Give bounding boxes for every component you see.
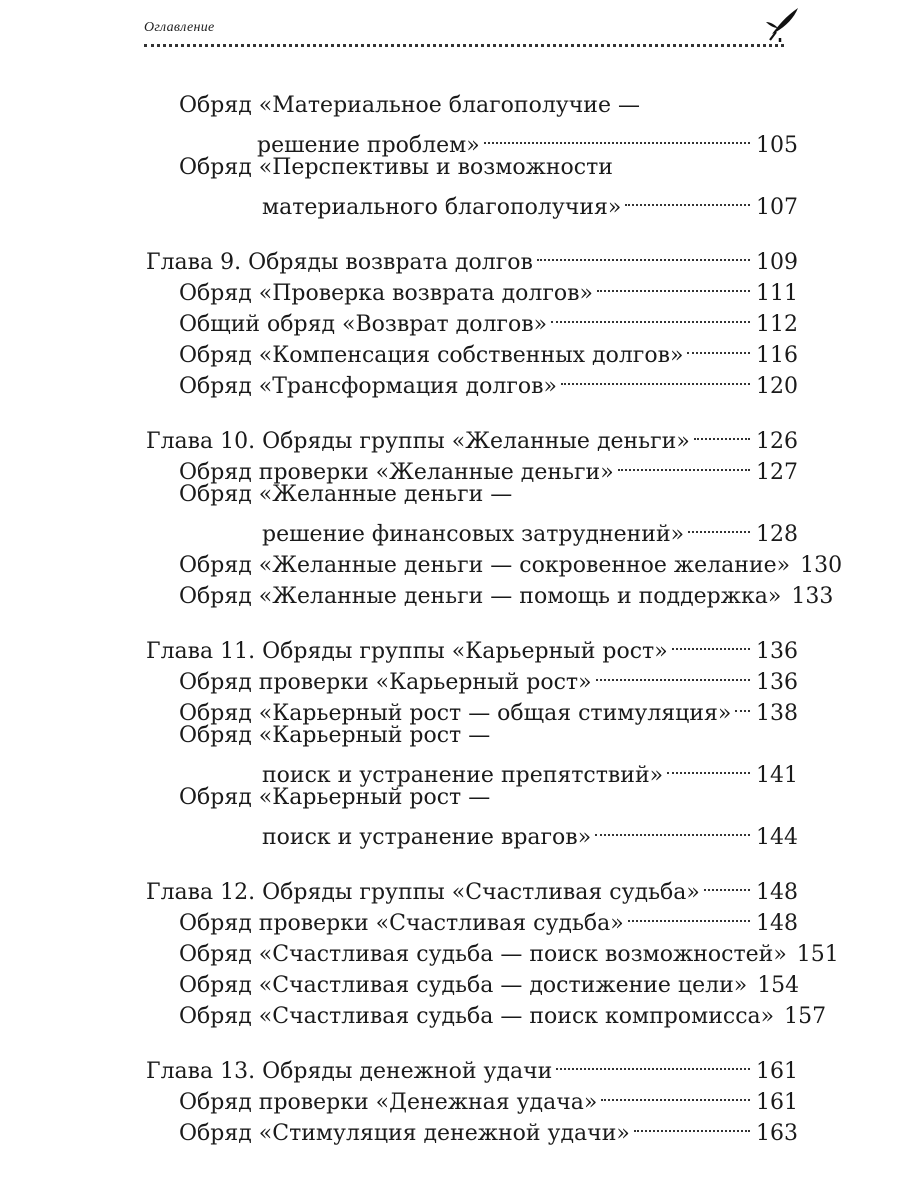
toc-entry[interactable]	[146, 510, 798, 547]
toc-entry-title: Обряд «Счастливая судьба — поиск компромисса»	[179, 1004, 775, 1029]
toc-entry-title: Обряд «Счастливая судьба — достижение цели»	[179, 973, 748, 998]
toc-entry-title: Глава 11. Обряды группы «Карьерный рост»	[146, 639, 668, 664]
toc-entry[interactable]	[146, 90, 798, 121]
toc-page-number: 163	[756, 1121, 798, 1146]
toc-entry-title: Обряд «Материальное благополучие —	[179, 93, 640, 118]
toc-page-number: 127	[756, 460, 798, 485]
dot-leader	[561, 362, 750, 393]
dot-leader	[625, 183, 750, 214]
dot-leader	[537, 238, 750, 269]
toc-entry-title: Обряд проверки «Желанные деньги»	[179, 460, 614, 485]
dot-leader	[484, 121, 750, 152]
toc-group	[146, 1047, 798, 1146]
toc-entry[interactable]	[146, 152, 798, 183]
toc-entry-title: материального благополучия»	[262, 195, 622, 220]
toc-page-number: 138	[756, 701, 798, 726]
toc-entry-title: Обряд «Желанные деньги —	[179, 482, 513, 507]
toc-page-number: 128	[756, 522, 798, 547]
toc-page-number: 111	[756, 281, 798, 306]
dot-leader	[634, 1109, 750, 1140]
toc-chapter-entry[interactable]	[146, 417, 798, 454]
toc-entry[interactable]	[146, 183, 798, 220]
toc-chapter-entry[interactable]	[146, 1047, 798, 1084]
toc-chapter-entry[interactable]	[146, 868, 798, 905]
table-of-contents	[146, 90, 843, 1164]
toc-entry-title: поиск и устранение препятствий»	[262, 763, 664, 788]
dot-leader	[556, 1047, 750, 1078]
toc-entry-title: Обряд «Счастливая судьба — поиск возможностей»	[179, 942, 787, 967]
toc-entry-title: Обряд «Перспективы и возможности	[179, 155, 613, 180]
toc-page-number: 161	[756, 1059, 798, 1084]
toc-entry-title: Обряд «Проверка возврата долгов»	[179, 281, 593, 306]
toc-entry-title: поиск и устранение врагов»	[262, 825, 592, 850]
toc-page-number: 136	[756, 639, 798, 664]
toc-entry[interactable]	[146, 479, 798, 510]
toc-page-number: 109	[756, 250, 798, 275]
dot-leader	[595, 813, 750, 844]
toc-entry-title: Обряд «Карьерный рост —	[179, 785, 491, 810]
toc-entry-title: Обряд «Карьерный рост —	[179, 723, 491, 748]
toc-entry-title: Глава 12. Обряды группы «Счастливая судьба»	[146, 880, 700, 905]
toc-entry-title: Общий обряд «Возврат долгов»	[179, 312, 548, 337]
dot-leader	[694, 417, 750, 448]
toc-entry-title: решение проблем»	[257, 133, 480, 158]
toc-page-number: 112	[756, 312, 798, 337]
dot-leader	[601, 1078, 750, 1109]
toc-entry-title: решение финансовых затруднений»	[262, 522, 685, 547]
toc-page-number: 148	[756, 880, 798, 905]
dot-leader	[735, 689, 750, 720]
toc-page-number: 116	[756, 343, 798, 368]
toc-page-number: 151	[796, 942, 839, 967]
toc-chapter-entry[interactable]	[146, 627, 798, 664]
header-title: Оглавление	[144, 20, 215, 35]
toc-page-number: 133	[791, 584, 834, 609]
toc-entry-title: Обряд «Стимуляция денежной удачи»	[179, 1121, 630, 1146]
dot-leader	[551, 300, 750, 331]
toc-entry-title: Глава 9. Обряды возврата долгов	[146, 250, 533, 275]
toc-group	[146, 627, 798, 850]
toc-entry[interactable]	[146, 782, 798, 813]
toc-entry-title: Обряд «Трансформация долгов»	[179, 374, 557, 399]
toc-page-number: 130	[800, 553, 843, 578]
dot-leader	[704, 868, 750, 899]
dot-leader	[667, 751, 750, 782]
toc-page-number: 120	[756, 374, 798, 399]
toc-page-number: 144	[756, 825, 798, 850]
toc-group	[146, 90, 798, 220]
toc-page-number: 107	[756, 195, 798, 220]
dot-leader	[597, 269, 750, 300]
toc-entry[interactable]	[146, 751, 798, 788]
dot-leader	[596, 658, 750, 689]
toc-entry-title: Обряд проверки «Карьерный рост»	[179, 670, 592, 695]
header-dotted-rule	[144, 44, 784, 47]
toc-entry-title: Обряд «Карьерный рост — общая стимуляция»	[179, 701, 732, 726]
quill-pen-icon	[764, 4, 804, 44]
toc-page-number: 161	[756, 1090, 798, 1115]
toc-chapter-entry[interactable]	[146, 238, 798, 275]
toc-entry-title: Глава 13. Обряды денежной удачи	[146, 1059, 553, 1084]
dot-leader	[672, 627, 750, 658]
toc-page-number: 141	[756, 763, 798, 788]
dot-leader	[628, 899, 750, 930]
toc-entry-title: Обряд «Компенсация собственных долгов»	[179, 343, 684, 368]
page-header	[144, 18, 800, 48]
toc-entry-title: Глава 10. Обряды группы «Желанные деньги»	[146, 429, 690, 454]
toc-entry[interactable]	[146, 813, 798, 850]
toc-page-number: 154	[757, 973, 800, 998]
toc-page-number: 136	[756, 670, 798, 695]
toc-page-number: 105	[756, 133, 798, 158]
toc-entry[interactable]	[146, 121, 798, 158]
toc-group	[146, 238, 798, 399]
toc-entry-title: Обряд «Желанные деньги — помощь и поддержка»	[179, 584, 782, 609]
dot-leader	[618, 448, 750, 479]
toc-entry-title: Обряд «Желанные деньги — сокровенное желание»	[179, 553, 791, 578]
toc-page-number: 157	[784, 1004, 827, 1029]
toc-entry-title: Обряд проверки «Счастливая судьба»	[179, 911, 624, 936]
dot-leader	[687, 331, 750, 362]
dot-leader	[688, 510, 750, 541]
toc-page-number: 148	[756, 911, 798, 936]
toc-page-number: 126	[756, 429, 798, 454]
toc-group	[146, 868, 839, 1029]
toc-entry-title: Обряд проверки «Денежная удача»	[179, 1090, 598, 1115]
toc-group	[146, 417, 843, 609]
